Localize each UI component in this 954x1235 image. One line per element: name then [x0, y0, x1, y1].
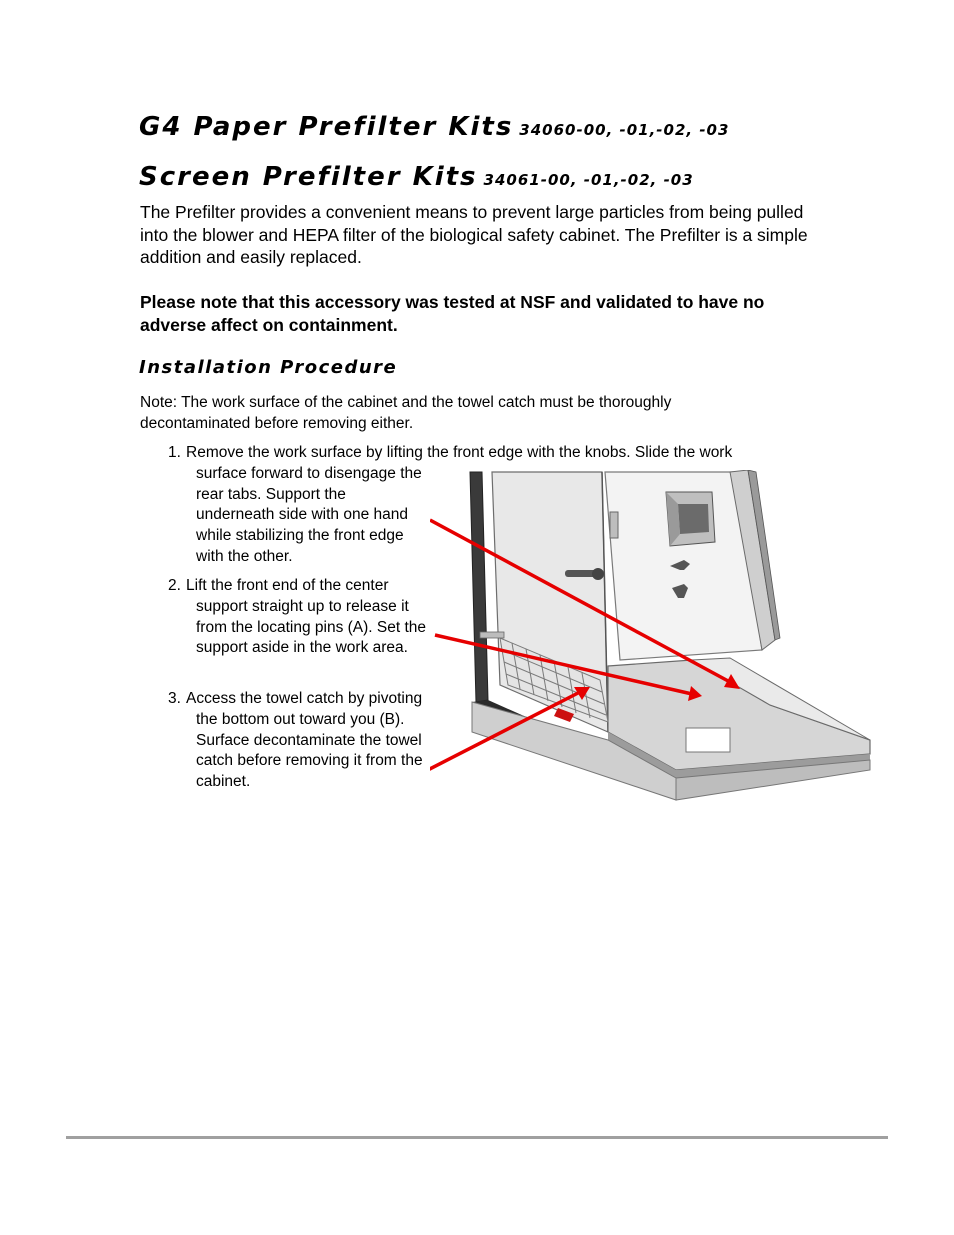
step-2-text: support straight up to release it from the locating pins (A). Set the support aside in the work area.: [196, 597, 427, 657]
decontamination-note: Note: The work surface of the cabinet and the towel catch must be thoroughly decontaminated before removing either.: [140, 394, 672, 432]
cabinet-illustration: [430, 470, 876, 822]
footer-divider: [66, 1136, 888, 1139]
installation-heading: Installation Procedure: [139, 357, 398, 378]
cabinet-left-frame: [470, 472, 488, 702]
service-knob-cap: [592, 568, 604, 580]
kit-title-paper: [139, 114, 729, 140]
wall-fixture-window: [678, 504, 709, 534]
kit-title-screen: [139, 164, 694, 190]
step-3-text: pivoting the bottom out toward you (B). Surface decontaminate the towel catch before removing it from the cabinet.: [196, 690, 423, 791]
step-3-first-line: Access the towel catch by: [186, 690, 365, 707]
step-3: [168, 689, 432, 793]
kit-codes-paper: 34060-00, -01,-02, -03: [519, 121, 730, 139]
drain-panel: [686, 728, 730, 752]
kit-title-screen-text: Screen Prefilter Kits: [139, 162, 478, 192]
kit-title-paper-text: G4 Paper Prefilter Kits: [139, 112, 514, 142]
step-2-first-line: Lift the front end of the center: [186, 577, 389, 594]
step-1-number: 1.: [168, 444, 181, 461]
kit-codes-screen: 34061-00, -01,-02, -03: [483, 171, 694, 189]
step-2: [168, 576, 432, 659]
step-1-first-line: Remove the work surface by lifting the front edge with the knobs. Slide the work: [186, 444, 733, 461]
intro-paragraph: The Prefilter provides a convenient means to prevent large particles from being pulled into the blower and HEPA filter of the biological safety cabinet. The Prefilter is a simple addition and easily replaced.: [140, 202, 808, 267]
step-2-number: 2.: [168, 577, 181, 594]
step-3-number: 3.: [168, 690, 181, 707]
locating-pin-bracket: [480, 632, 504, 638]
sash-slot: [610, 512, 618, 538]
cabinet-drawing: [430, 470, 876, 822]
step-1-text: surface forward to disengage the rear tabs. Support the underneath side with one hand while stabilizing the front edge with the other.: [196, 464, 422, 565]
containment-note: Please note that this accessory was tested at NSF and validated to have no adverse affect on containment.: [140, 292, 765, 335]
